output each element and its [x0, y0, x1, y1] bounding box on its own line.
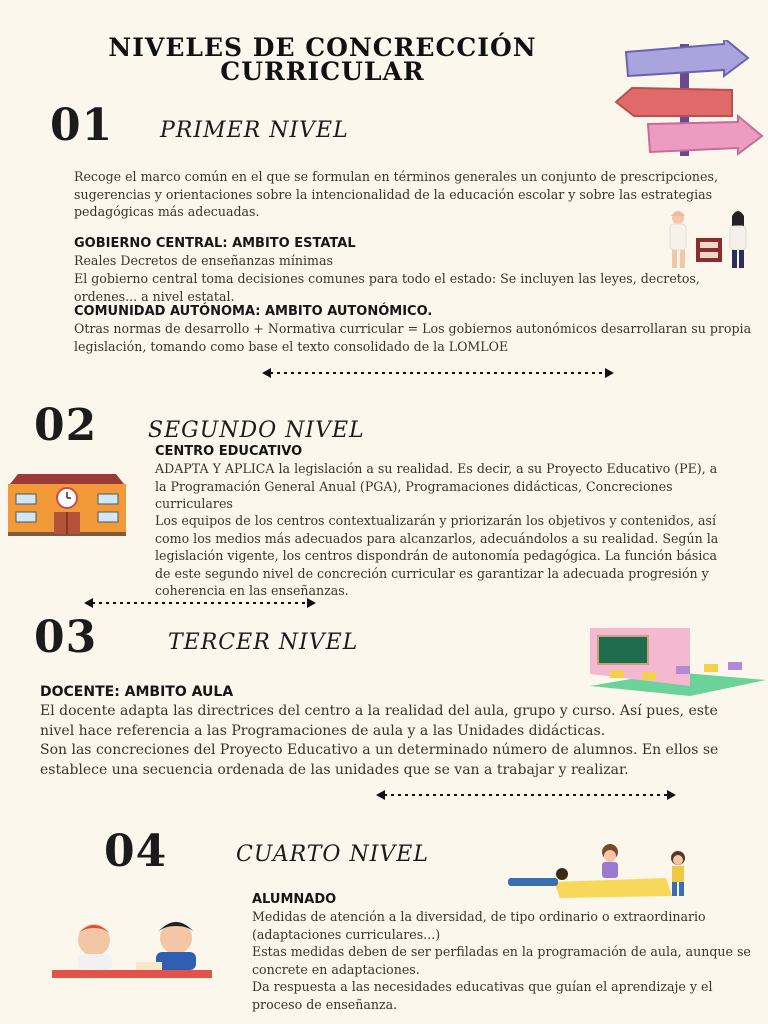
section-4-para3: Da respuesta a las necesidades educativas que guían el aprendizaje y el proceso de enseñanza.	[252, 979, 713, 1012]
students-icon	[52, 914, 222, 986]
section-1-number: 01	[50, 100, 114, 151]
section-4-number: 04	[104, 826, 168, 877]
section-1-intro: Recoge el marco común en el que se formulan en términos generales un conjunto de prescripciones, sugerencias y orientaciones sobre la intencionalidad de la educación escolar y sobre las estrategias pedagógicas más adecuadas.	[74, 169, 718, 220]
section-1-sub2-heading: COMUNIDAD AUTÓNOMA: AMBITO AUTONÓMICO.	[74, 304, 433, 319]
section-1-level-name: PRIMER NIVEL	[160, 118, 349, 143]
section-2-number: 02	[34, 400, 98, 451]
school-building-icon	[4, 474, 130, 538]
section-4-heading: ALUMNADO	[252, 892, 337, 907]
section-3-number: 03	[34, 612, 98, 663]
section-3-para2: Son las concreciones del Proyecto Educativo a un determinado número de alumnos. En ellos se establece una secuencia ordenada de las unidades que se van a trabajar y realizar.	[40, 742, 719, 778]
children-drawing-icon	[500, 842, 704, 900]
section-1-sub1-heading: GOBIERNO CENTRAL: AMBITO ESTATAL	[74, 236, 356, 251]
title-line-1: NIVELES DE CONCRECCIÓN	[108, 33, 537, 62]
section-4-level-name: CUARTO NIVEL	[236, 842, 429, 867]
section-3-level-name: TERCER NIVEL	[168, 630, 359, 655]
section-3-para1: El docente adapta las directrices del centro a la realidad del aula, grupo y curso. Así pues, este nivel hace referencia a las Programaciones de aula y a las Unidades didácticas.	[40, 703, 718, 739]
dotted-double-arrow-icon	[262, 366, 614, 380]
section-2-para2: Los equipos de los centros contextualizarán y priorizarán los objetivos y contenidos, así como los medios más adecuados para alcanzarlos, adecuándolos a su realidad. Según la legislación vigente, los centros dispondrán de autonomía pedagógica. La función básica de este segundo nivel de concreción curricular es garantizar la adecuada progresión y coherencia en las enseñanzas.	[155, 513, 719, 599]
section-1-sub1-line2: El gobierno central toma decisiones comunes para todo el estado: Se incluyen las leyes, decretos, ordenes... a nivel estatal.	[74, 271, 700, 304]
section-1-sub2-text: Otras normas de desarrollo + Normativa curricular = Los gobiernos autonómicos desarrollaran su propia legislación, tomando como base el texto consolidado de la LOMLOE	[74, 321, 752, 354]
classroom-icon	[580, 628, 766, 698]
section-3-heading: DOCENTE: AMBITO AULA	[40, 684, 234, 700]
page-title	[30, 33, 615, 86]
section-4-para1: Medidas de atención a la diversidad, de tipo ordinario o extraordinario (adaptaciones curriculares...)	[252, 909, 706, 942]
section-2-heading: CENTRO EDUCATIVO	[155, 444, 303, 459]
section-1-sub1-line1: Reales Decretos de enseñanzas mínimas	[74, 253, 333, 268]
teachers-icon	[660, 208, 760, 272]
dotted-double-arrow-icon	[84, 596, 316, 610]
title-line-2: CURRICULAR	[220, 57, 425, 86]
signpost-icon	[612, 40, 766, 160]
dotted-double-arrow-icon	[376, 788, 676, 802]
section-2-level-name: SEGUNDO NIVEL	[148, 418, 365, 443]
section-2-para1: ADAPTA Y APLICA la legislación a su realidad. Es decir, a su Proyecto Educativo (PE), a la Programación General Anual (PGA), Programaciones didácticas, Concreciones curriculares	[155, 461, 718, 512]
section-4-para2: Estas medidas deben de ser perfiladas en la programación de aula, aunque se concrete en adaptaciones.	[252, 944, 751, 977]
